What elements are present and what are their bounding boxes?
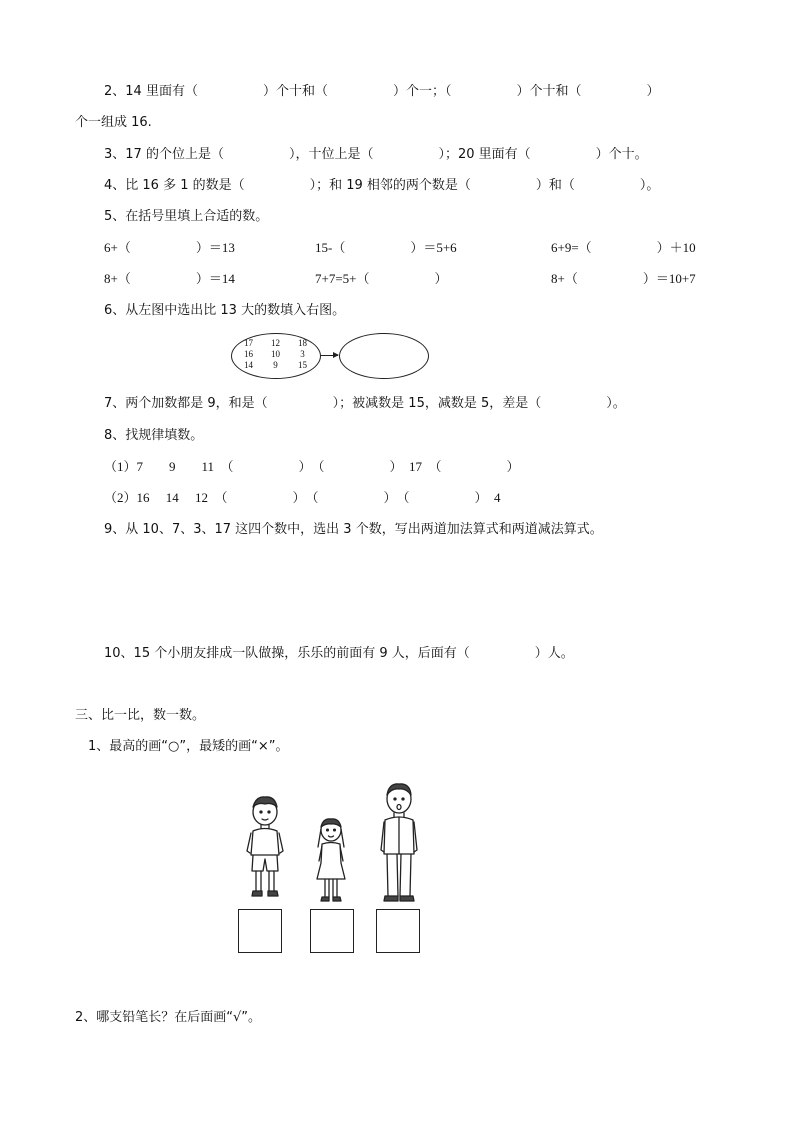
question-10: 10、15 个小朋友排成一队做操，乐乐的前面有 9 人，后面有（ ）人。 bbox=[104, 646, 574, 661]
question-5: 5、在括号里填上合适的数。 bbox=[104, 209, 269, 224]
grid-number: 15 bbox=[298, 360, 307, 370]
arrow-icon bbox=[320, 355, 338, 356]
question-7: 7、两个加数都是 9，和是（ ）；被减数是 15，减数是 5，差是（ ）。 bbox=[104, 396, 626, 411]
question-2-line1: 2、14 里面有（ ）个十和（ ）个一；（ ）个十和（ ） bbox=[104, 84, 660, 99]
answer-box-boy[interactable] bbox=[238, 909, 282, 953]
grid-number: 12 bbox=[271, 338, 280, 348]
question-8-sequence-2: （2）16 14 12 （ ） （ ） （ ） 4 bbox=[104, 490, 501, 505]
grid-number: 14 bbox=[244, 360, 253, 370]
q5-eq-1b: 15-（ ）＝5+6 bbox=[315, 240, 457, 255]
q5-eq-2b: 7+7=5+（ ） bbox=[315, 271, 448, 286]
question-8: 8、找规律填数。 bbox=[104, 428, 204, 443]
q5-eq-2a: 8+（ ）＝14 bbox=[104, 271, 235, 286]
question-3: 3、17 的个位上是（ ），十位上是（ ）；20 里面有（ ）个十。 bbox=[104, 147, 648, 162]
question-8-sequence-1: （1）7 9 11 （ ） （ ） 17 （ ） bbox=[104, 459, 520, 474]
number-grid bbox=[235, 338, 316, 371]
grid-number: 3 bbox=[300, 349, 305, 359]
question-4: 4、比 16 多 1 的数是（ ）；和 19 相邻的两个数是（ ）和（ ）。 bbox=[104, 178, 660, 193]
q5-eq-2c: 8+（ ）＝10+7 bbox=[551, 271, 696, 286]
section-3-title: 三、比一比，数一数。 bbox=[75, 708, 206, 723]
grid-number: 16 bbox=[244, 349, 253, 359]
boy-figure-icon bbox=[244, 793, 286, 905]
question-9: 9、从 10、7、3、17 这四个数中，选出 3 个数，写出两道加法算式和两道减法算式。 bbox=[104, 522, 603, 537]
section-3-item-1: 1、最高的画“○”，最矮的画“×”。 bbox=[88, 739, 289, 754]
grid-number: 10 bbox=[271, 349, 280, 359]
grid-number: 9 bbox=[273, 360, 278, 370]
question-2-line2: 个一组成 16. bbox=[75, 115, 152, 130]
grid-number: 17 bbox=[244, 338, 253, 348]
question-6: 6、从左图中选出比 13 大的数填入右图。 bbox=[104, 303, 346, 318]
q5-eq-1c: 6+9=（ ）＋10 bbox=[551, 240, 696, 255]
q5-eq-1a: 6+（ ）＝13 bbox=[104, 240, 235, 255]
girl-figure-icon bbox=[313, 815, 349, 907]
grid-number: 18 bbox=[298, 338, 307, 348]
answer-ellipse[interactable] bbox=[339, 333, 429, 379]
answer-box-girl[interactable] bbox=[310, 909, 354, 953]
answer-box-man[interactable] bbox=[376, 909, 420, 953]
man-figure-icon bbox=[377, 780, 421, 906]
section-3-item-2: 2、哪支铅笔长？在后面画“√”。 bbox=[75, 1010, 262, 1025]
